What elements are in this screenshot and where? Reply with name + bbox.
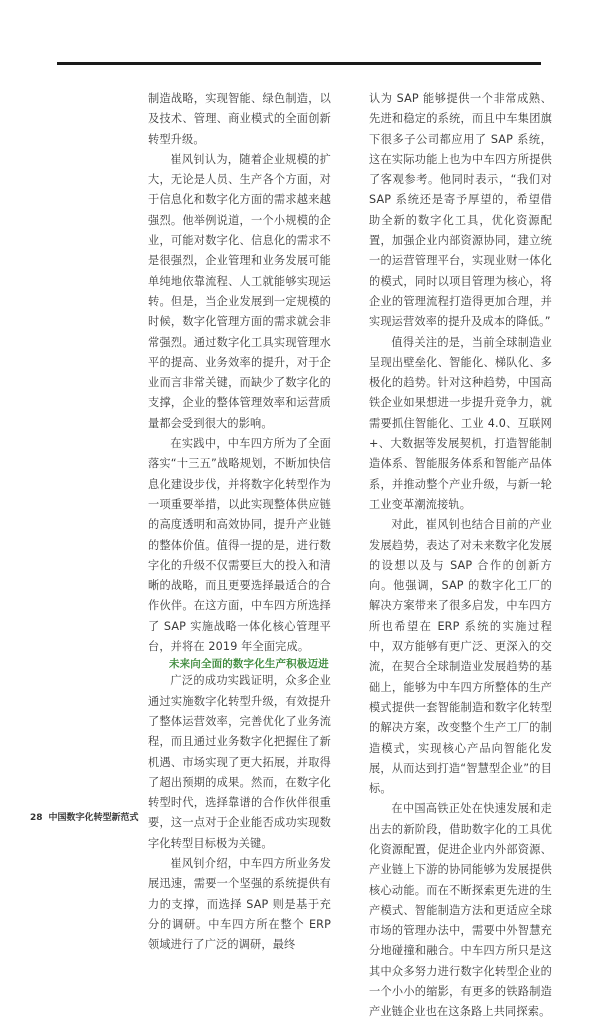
paragraph: 在实践中，中车四方所为了全面落实“十三五”战略规划，不断加快信息化建设步伐，并将数字化转型作为一项重要举措，以此实现整体供应链的高度透明和高效协同，提升产业链的整体价值。值得一提的是，进行数字化的升级不仅需要巨大的投入和清晰的战略，而且更要选择最适合的合作伙伴。在这方面，中车四方所选择了 SAP 实施战略一体化核心管理平台，并将在 2019 年全面完成。: [148, 437, 331, 654]
paragraph: 值得关注的是，当前全球制造业呈现出壁垒化、智能化、梯队化、多极化的趋势。针对这种趋势，中国高铁企业如果想进一步提升竞争力，就需要抓住智能化、工业 4.0、互联网 +、大数据等发展契机，打造智能制造体系、智能服务体系和智能产品体系，并推动整个产业升级，与新一轮工业变革潮流接轨。: [369, 335, 552, 511]
page-number: 28: [30, 813, 43, 823]
publication-title: 中国数字化转型新范式: [48, 813, 139, 823]
paragraph: 制造战略，实现智能、绿色制造，以及技术、管理、商业模式的全面创新转型升级。: [148, 92, 331, 146]
paragraph: 在中国高铁正处在快速发展和走出去的新阶段，借助数字化的工具优化资源配置，促进企业内外部资源、产业链上下游的协同能够为发展提供核心动能。而在不断探索更先进的生产模式、智能制造方法和更适应全球市场的管理办法中，需要中外智慧充分地碰撞和融合。中车四方所只是这其中众多努力进行数字化转型企业的一个小小的缩影，有更多的铁路制造产业链企业也在这条路上共同探索。: [369, 802, 552, 1019]
section-heading: 未来向全面的数字化生产积极迈进: [169, 658, 329, 671]
paragraph: 崔风钊认为，随着企业规模的扩大，无论是人员、生产各个方面，对于信息化和数字化方面的需求越来越强烈。他举例说道，一个小规模的企业，可能对数字化、信息化的需求不是很强烈，企业管理和业务发展可能单纯地依靠流程、人工就能够实现运转。但是，当企业发展到一定规模的时候，数字化管理方面的需求就会非常强烈。通过数字化工具实现管理水平的提高、业务效率的提升，对于企业而言非常关键，而缺少了数字化的支撑，企业的整体管理效率和运营质量都会受到很大的影响。: [148, 152, 331, 430]
left-column: [148, 89, 331, 955]
paragraph: 崔风钊介绍，中车四方所业务发展迅速，需要一个坚强的系统提供有力的支撑，而选择 SAP 则是基于充分的调研。中车四方所在整个 ERP 领域进行了广泛的调研，最终: [148, 856, 331, 952]
paragraph: 认为 SAP 能够提供一个非常成熟、先进和稳定的系统，而且中车集团旗下很多子公司都应用了 SAP 系统，这在实际功能上也为中车四方所提供了客观参考。他同时表示，“我们对 SAP 系统还是寄予厚望的，希望借助全新的数字化工具，优化资源配置，加强企业内部资源协同，建立统一的运营管理平台，实现业财一体化的模式，同时以项目管理为核心，将企业的管理流程打造得更加合理，并实现运营效率的提升及成本的降低。”: [369, 92, 552, 329]
page-footer: [30, 810, 139, 823]
paragraph: 对此，崔风钊也结合目前的产业发展趋势，表达了对未来数字化发展的设想以及与 SAP 合作的创新方向。他强调，SAP 的数字化工厂的解决方案带来了很多启发，中车四方所也希望在 ERP 系统的实施过程中，双方能够有更广泛、更深入的交流，在契合全球制造业发展趋势的基础上，能够为中车四方所整体的生产模式提供一套智能制造和数字化转型的解决方案，改变整个生产工厂的制造模式，实现核心产品向智能化发展，从而达到打造“智慧型企业”的目标。: [369, 518, 552, 796]
top-rule: [57, 62, 541, 65]
right-column: [369, 89, 552, 1023]
paragraph: 广泛的成功实践证明，众多企业通过实施数字化转型升级，有效提升了整体运营效率，完善优化了业务流程，而且通过业务数字化把握住了新机遇、市场实现了更大拓展，并取得了超出预期的成果。然而，在数字化转型时代，选择靠谱的合作伙伴很重要，这一点对于企业能否成功实现数字化转型目标极为关键。: [148, 674, 331, 850]
